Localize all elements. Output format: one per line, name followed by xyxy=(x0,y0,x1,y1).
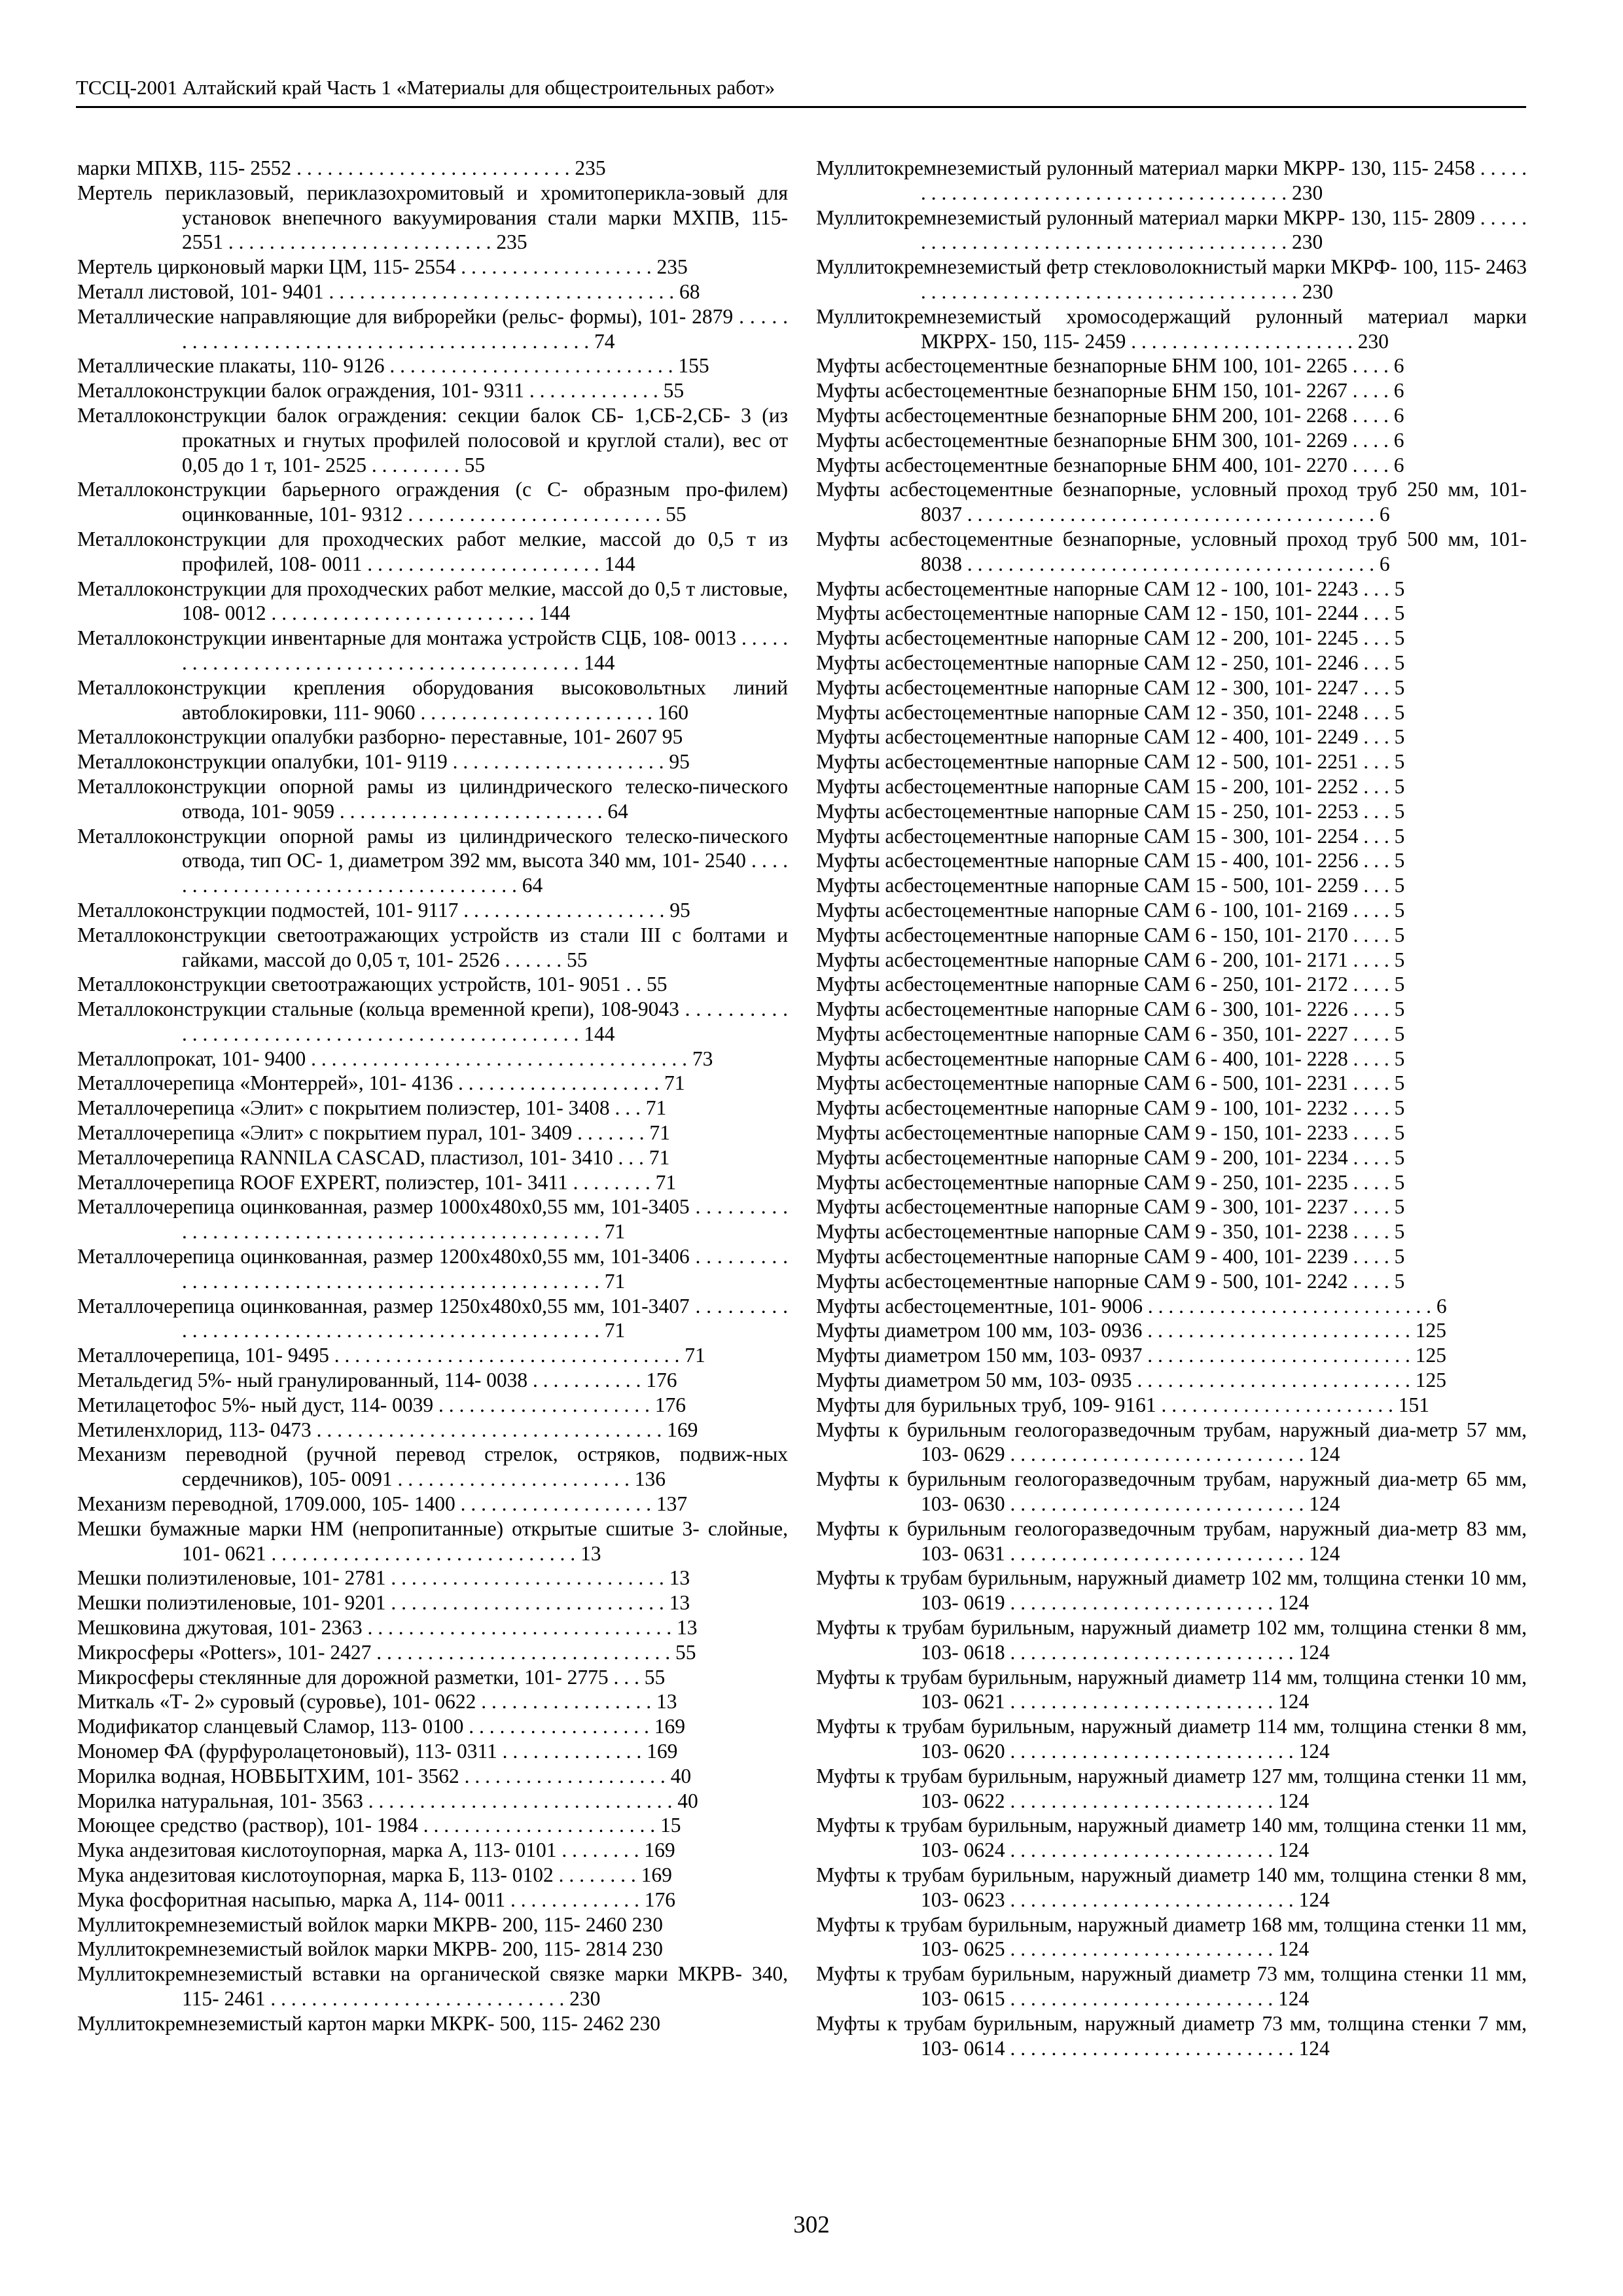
index-entry: Муфты асбестоцементные напорные САМ 6 - 100, 101- 2169 . . . . 5 xyxy=(816,898,1405,922)
index-entry: Муфты диаметром 50 мм, 103- 0935 . . . . . . . . . . . . . . . . . . . . . . . . . . . 125 xyxy=(816,1369,1447,1392)
index-entry: Муфты асбестоцементные напорные САМ 15 - 250, 101- 2253 . . . 5 xyxy=(816,799,1405,823)
index-entry: Муллитокремнеземистый вставки на органической связке марки МКРВ- 340, 115- 2461 . . . . . . . . . . . . . . . . . . . . . . . . . . . . . 230 xyxy=(77,1962,788,2010)
index-entry: Металлочерепица «Элит» с покрытием полиэстер, 101- 3408 . . . 71 xyxy=(77,1096,667,1120)
index-entry: Муфты асбестоцементные безнапорные, условный проход труб 250 мм, 101- 8037 . . . . . . . . . . . . . . . . . . . . . . . . . . . . . . . . . . . . . . . . 6 xyxy=(816,478,1527,526)
index-entry: Модификатор сланцевый Сламор, 113- 0100 . . . . . . . . . . . . . . . . . . 169 xyxy=(77,1715,686,1738)
index-entry: Муфты диаметром 100 мм, 103- 0936 . . . . . . . . . . . . . . . . . . . . . . . . . . 125 xyxy=(816,1319,1447,1342)
index-entry: Металлоконструкции опалубки, 101- 9119 . . . . . . . . . . . . . . . . . . . . . 95 xyxy=(77,750,690,774)
index-entry: Металлоконструкции для проходческих работ мелкие, массой до 0,5 т листовые, 108- 0012 . . . . . . . . . . . . . . . . . . . . . . . . . . 144 xyxy=(77,577,788,625)
index-entry: Муфты асбестоцементные безнапорные, условный проход труб 500 мм, 101- 8038 . . . . . . . . . . . . . . . . . . . . . . . . . . . . . . . . . . . . . . . . 6 xyxy=(816,527,1527,575)
index-entry: Металлочерепица оцинкованная, размер 1200х480х0,55 мм, 101-3406 . . . . . . . . . . . . . . . . . . . . . . . . . . . . . . . . . . . . . . . . . . . . . . . . . . 71 xyxy=(77,1245,788,1293)
index-entry: Металлоконструкции опорной рамы из цилиндрического телеско-пического отвода, тип ОС- 1, диаметром 392 мм, высота 340 мм, 101- 2540 . . . . . . . . . . . . . . . . . . . . . . . . . . . . . . . . . . . . . 64 xyxy=(77,824,788,897)
index-entry: Муфты асбестоцементные напорные САМ 12 - 350, 101- 2248 . . . 5 xyxy=(816,700,1405,724)
index-entry: Муфты асбестоцементные напорные САМ 6 - 150, 101- 2170 . . . . 5 xyxy=(816,923,1405,946)
index-entry: Металлические плакаты, 110- 9126 . . . . . . . . . . . . . . . . . . . . . . . . . . . . 155 xyxy=(77,354,709,378)
index-entry: Муфты асбестоцементные напорные САМ 15 - 400, 101- 2256 . . . 5 xyxy=(816,849,1405,872)
index-entry: Муфты асбестоцементные напорные САМ 9 - 100, 101- 2232 . . . . 5 xyxy=(816,1096,1405,1120)
index-entry: Металлочерепица RANNILA CASCAD, пластизол, 101- 3410 . . . 71 xyxy=(77,1145,670,1169)
index-entry: Муллитокремнеземистый хромосодержащий рулонный материал марки МКРРХ- 150, 115- 2459 . . . . . . . . . . . . . . . . . . . . . . 230 xyxy=(816,304,1527,353)
index-entry: Муфты асбестоцементные напорные САМ 9 - 250, 101- 2235 . . . . 5 xyxy=(816,1170,1405,1194)
index-entry: Муфты асбестоцементные напорные САМ 9 - 300, 101- 2237 . . . . 5 xyxy=(816,1195,1405,1219)
index-entry: Муфты асбестоцементные напорные САМ 15 - 200, 101- 2252 . . . 5 xyxy=(816,774,1405,798)
index-entry: Мука андезитовая кислотоупорная, марка Б, 113- 0102 . . . . . . . . 169 xyxy=(77,1863,672,1886)
index-entry: Муфты асбестоцементные напорные САМ 12 - 500, 101- 2251 . . . 5 xyxy=(816,750,1405,774)
index-entry: Метальдегид 5%- ный гранулированный, 114- 0038 . . . . . . . . . . . 176 xyxy=(77,1369,677,1392)
index-entry: Металлоконструкции стальные (кольца временной крепи), 108-9043 . . . . . . . . . . . . . . . . . . . . . . . . . . . . . . . . . . . . . . . . . . . . . . . . . 144 xyxy=(77,997,788,1045)
index-entry: Муфты к трубам бурильным, наружный диаметр 73 мм, толщина стенки 7 мм, 103- 0614 . . . . . . . . . . . . . . . . . . . . . . . . . . . . 124 xyxy=(816,2011,1527,2060)
index-entry: Металлоконструкции барьерного ограждения (с С- образным про-филем) оцинкованные, 101- 9312 . . . . . . . . . . . . . . . . . . . . . . . . . 55 xyxy=(77,478,788,526)
index-entry: Мертель периклазовый, периклазохромитовый и хромитоперикла-зовый для установок внепечного вакуумирования стали марки МХПВ, 115- 2551 . . . . . . . . . . . . . . . . . . . . . . . . . . 235 xyxy=(77,181,788,254)
index-entry: Металлоконструкции светоотражающих устройств, 101- 9051 . . 55 xyxy=(77,973,668,996)
index-entry: Муфты асбестоцементные безнапорные БНМ 100, 101- 2265 . . . . 6 xyxy=(816,354,1404,378)
index-entry: Муфты асбестоцементные напорные САМ 6 - 200, 101- 2171 . . . . 5 xyxy=(816,948,1405,971)
index-entry: Муфты асбестоцементные напорные САМ 12 - 250, 101- 2246 . . . 5 xyxy=(816,651,1405,674)
index-entry: Муфты асбестоцементные безнапорные БНМ 200, 101- 2268 . . . . 6 xyxy=(816,403,1404,427)
index-entry: Муфты к трубам бурильным, наружный диаметр 102 мм, толщина стенки 8 мм, 103- 0618 . . . . . . . . . . . . . . . . . . . . . . . . . . . . 124 xyxy=(816,1616,1527,1664)
index-entry: Муфты асбестоцементные напорные САМ 12 - 300, 101- 2247 . . . 5 xyxy=(816,675,1405,699)
index-entry: марки МПХВ, 115- 2552 . . . . . . . . . . . . . . . . . . . . . . . . . . . 235 xyxy=(77,156,606,179)
index-entry: Муфты к трубам бурильным, наружный диаметр 102 мм, толщина стенки 10 мм, 103- 0619 . . . . . . . . . . . . . . . . . . . . . . . . . . 124 xyxy=(816,1566,1527,1615)
index-column-right xyxy=(816,156,1527,2060)
index-entry: Муфты асбестоцементные напорные САМ 12 - 150, 101- 2244 . . . 5 xyxy=(816,601,1405,625)
index-entry: Металлопрокат, 101- 9400 . . . . . . . . . . . . . . . . . . . . . . . . . . . . . . . . . . . . . 73 xyxy=(77,1047,713,1070)
index-entry: Муллитокремнеземистый фетр стекловолокнистый марки МКРФ- 100, 115- 2463 . . . . . . . . . . . . . . . . . . . . . . . . . . . . . . . . . . . . . 230 xyxy=(816,255,1527,303)
index-entry: Муфты к трубам бурильным, наружный диаметр 73 мм, толщина стенки 11 мм, 103- 0615 . . . . . . . . . . . . . . . . . . . . . . . . . . 124 xyxy=(816,1962,1527,2010)
index-entry: Муфты к бурильным геологоразведочным трубам, наружный диа-метр 57 мм, 103- 0629 . . . . . . . . . . . . . . . . . . . . . . . . . . . . . 124 xyxy=(816,1418,1527,1466)
index-entry: Муллитокремнеземистый войлок марки МКРВ- 200, 115- 2460 230 xyxy=(77,1912,663,1936)
index-entry: Муфты асбестоцементные напорные САМ 9 - 150, 101- 2233 . . . . 5 xyxy=(816,1121,1405,1145)
index-entry: Муфты диаметром 150 мм, 103- 0937 . . . . . . . . . . . . . . . . . . . . . . . . . . 125 xyxy=(816,1344,1447,1367)
index-entry: Муфты асбестоцементные безнапорные БНМ 300, 101- 2269 . . . . 6 xyxy=(816,428,1404,452)
index-entry: Метилацетофос 5%- ный дуст, 114- 0039 . . . . . . . . . . . . . . . . . . . . . 176 xyxy=(77,1393,686,1416)
index-entry: Миткаль «Т- 2» суровый (суровье), 101- 0622 . . . . . . . . . . . . . . . . . 13 xyxy=(77,1690,677,1713)
index-entry: Механизм переводной, 1709.000, 105- 1400 . . . . . . . . . . . . . . . . . . . 137 xyxy=(77,1492,688,1516)
index-entry: Муфты к трубам бурильным, наружный диаметр 114 мм, толщина стенки 8 мм, 103- 0620 . . . . . . . . . . . . . . . . . . . . . . . . . . . . 124 xyxy=(816,1715,1527,1763)
index-entry: Мука фосфоритная насыпью, марка А, 114- 0011 . . . . . . . . . . . . . 176 xyxy=(77,1888,675,1911)
index-entry: Мешковина джутовая, 101- 2363 . . . . . . . . . . . . . . . . . . . . . . . . . . . . . . 13 xyxy=(77,1616,698,1640)
index-entry: Металлоконструкции светоотражающих устройств из стали III с болтами и гайками, массой до 0,05 т, 101- 2526 . . . . . . 55 xyxy=(77,923,788,971)
index-entry: Муллитокремнеземистый картон марки МКРК- 500, 115- 2462 230 xyxy=(77,2011,660,2035)
index-entry: Метиленхлорид, 113- 0473 . . . . . . . . . . . . . . . . . . . . . . . . . . . . . . . . . . 169 xyxy=(77,1418,698,1441)
index-entry: Металлочерепица ROOF EXPERT, полиэстер, 101- 3411 . . . . . . . . 71 xyxy=(77,1170,677,1194)
index-entry: Муфты асбестоцементные напорные САМ 12 - 200, 101- 2245 . . . 5 xyxy=(816,626,1405,650)
index-entry: Металлоконструкции крепления оборудования высоковольтных линий автоблокировки, 111- 9060 . . . . . . . . . . . . . . . . . . . . . . . 160 xyxy=(77,675,788,724)
index-entry: Муфты асбестоцементные напорные САМ 9 - 350, 101- 2238 . . . . 5 xyxy=(816,1220,1405,1244)
index-entry: Муфты асбестоцементные напорные САМ 6 - 250, 101- 2172 . . . . 5 xyxy=(816,973,1405,996)
index-entry: Металлочерепица «Элит» с покрытием пурал, 101- 3409 . . . . . . . 71 xyxy=(77,1121,670,1145)
index-entry: Муфты к трубам бурильным, наружный диаметр 140 мм, толщина стенки 8 мм, 103- 0623 . . . . . . . . . . . . . . . . . . . . . . . . . . . . 124 xyxy=(816,1863,1527,1911)
index-entry: Металл листовой, 101- 9401 . . . . . . . . . . . . . . . . . . . . . . . . . . . . . . . . . . 68 xyxy=(77,279,700,303)
index-entry: Муфты к трубам бурильным, наружный диаметр 168 мм, толщина стенки 11 мм, 103- 0625 . . . . . . . . . . . . . . . . . . . . . . . . . . 124 xyxy=(816,1912,1527,1961)
index-entry: Металлоконструкции опорной рамы из цилиндрического телеско-пического отвода, 101- 9059 . . . . . . . . . . . . . . . . . . . . . . . . . . 64 xyxy=(77,774,788,823)
index-entry: Металлочерепица, 101- 9495 . . . . . . . . . . . . . . . . . . . . . . . . . . . . . . . . . . 71 xyxy=(77,1344,705,1367)
index-entry: Муллитокремнеземистый рулонный материал марки МКРР- 130, 115- 2458 . . . . . . . . . . . . . . . . . . . . . . . . . . . . . . . . . . . . . . . . . 230 xyxy=(816,156,1527,204)
index-entry: Муфты асбестоцементные напорные САМ 9 - 400, 101- 2239 . . . . 5 xyxy=(816,1245,1405,1268)
index-entry: Муфты асбестоцементные напорные САМ 12 - 400, 101- 2249 . . . 5 xyxy=(816,725,1405,749)
index-entry: Муфты для бурильных труб, 109- 9161 . . . . . . . . . . . . . . . . . . . . . . . 151 xyxy=(816,1393,1430,1416)
index-entry: Металлоконструкции инвентарные для монтажа устройств СЦБ, 108- 0013 . . . . . . . . . . . . . . . . . . . . . . . . . . . . . . . . . . . . . . . . . . . . 144 xyxy=(77,626,788,674)
index-entry: Металлоконструкции подмостей, 101- 9117 . . . . . . . . . . . . . . . . . . . . 95 xyxy=(77,898,690,922)
index-entry: Мешки полиэтиленовые, 101- 2781 . . . . . . . . . . . . . . . . . . . . . . . . . . . 13 xyxy=(77,1566,690,1590)
index-entry: Муфты асбестоцементные напорные САМ 9 - 200, 101- 2234 . . . . 5 xyxy=(816,1145,1405,1169)
index-entry: Муфты асбестоцементные напорные САМ 9 - 500, 101- 2242 . . . . 5 xyxy=(816,1269,1405,1293)
index-entry: Муфты асбестоцементные безнапорные БНМ 400, 101- 2270 . . . . 6 xyxy=(816,453,1404,476)
index-entry: Микросферы стеклянные для дорожной разметки, 101- 2775 . . . 55 xyxy=(77,1665,666,1689)
index-entry: Муфты к трубам бурильным, наружный диаметр 140 мм, толщина стенки 11 мм, 103- 0624 . . . . . . . . . . . . . . . . . . . . . . . . . . 124 xyxy=(816,1814,1527,1862)
index-entry: Муллитокремнеземистый рулонный материал марки МКРР- 130, 115- 2809 . . . . . . . . . . . . . . . . . . . . . . . . . . . . . . . . . . . . . . . . . 230 xyxy=(816,206,1527,254)
index-entry: Металлочерепица оцинкованная, размер 1000х480х0,55 мм, 101-3405 . . . . . . . . . . . . . . . . . . . . . . . . . . . . . . . . . . . . . . . . . . . . . . . . . . 71 xyxy=(77,1195,788,1244)
index-entry: Муфты асбестоцементные напорные САМ 6 - 300, 101- 2226 . . . . 5 xyxy=(816,997,1405,1021)
page-number: 302 xyxy=(793,2212,830,2238)
index-entry: Микросферы «Potters», 101- 2427 . . . . . . . . . . . . . . . . . . . . . . . . . . . . . 55 xyxy=(77,1640,696,1664)
index-entry: Муфты к трубам бурильным, наружный диаметр 127 мм, толщина стенки 11 мм, 103- 0622 . . . . . . . . . . . . . . . . . . . . . . . . . . 124 xyxy=(816,1764,1527,1812)
index-entry: Металлические направляющие для виброрейки (рельс- формы), 101- 2879 . . . . . . . . . . . . . . . . . . . . . . . . . . . . . . . . . . . . . . . . . . . . . 74 xyxy=(77,304,788,353)
index-entry: Муфты к бурильным геологоразведочным трубам, наружный диа-метр 83 мм, 103- 0631 . . . . . . . . . . . . . . . . . . . . . . . . . . . . . 124 xyxy=(816,1516,1527,1565)
index-entry: Металлоконструкции для проходческих работ мелкие, массой до 0,5 т из профилей, 108- 0011 . . . . . . . . . . . . . . . . . . . . . . . 144 xyxy=(77,527,788,575)
index-entry: Муфты асбестоцементные безнапорные БНМ 150, 101- 2267 . . . . 6 xyxy=(816,379,1404,403)
index-entry: Муфты асбестоцементные напорные САМ 15 - 300, 101- 2254 . . . 5 xyxy=(816,824,1405,848)
page-header: ТССЦ-2001 Алтайский край Часть 1 «Материалы для общестроительных работ» xyxy=(76,73,1526,108)
index-entry: Муфты асбестоцементные напорные САМ 6 - 500, 101- 2231 . . . . 5 xyxy=(816,1071,1405,1095)
index-entry: Муллитокремнеземистый войлок марки МКРВ- 200, 115- 2814 230 xyxy=(77,1937,663,1961)
index-entry: Мономер ФА (фурфуролацетоновый), 113- 0311 . . . . . . . . . . . . . . 169 xyxy=(77,1740,678,1763)
index-entry: Механизм переводной (ручной перевод стрелок, остряков, подвиж-ных сердечников), 105- 0091 . . . . . . . . . . . . . . . . . . . . . . . 136 xyxy=(77,1443,788,1491)
index-entry: Моющее средство (раствор), 101- 1984 . . . . . . . . . . . . . . . . . . . . . . . 15 xyxy=(77,1814,681,1837)
index-entry: Металлоконструкции опалубки разборно- переставные, 101- 2607 95 xyxy=(77,725,683,749)
index-entry: Мешки полиэтиленовые, 101- 9201 . . . . . . . . . . . . . . . . . . . . . . . . . . . 13 xyxy=(77,1591,690,1615)
index-entry: Муфты асбестоцементные, 101- 9006 . . . . . . . . . . . . . . . . . . . . . . . . . . . . 6 xyxy=(816,1294,1447,1318)
index-entry: Морилка водная, НОВБЫТХИМ, 101- 3562 . . . . . . . . . . . . . . . . . . . . 40 xyxy=(77,1764,692,1787)
index-entry: Муфты к бурильным геологоразведочным трубам, наружный диа-метр 65 мм, 103- 0630 . . . . . . . . . . . . . . . . . . . . . . . . . . . . . 124 xyxy=(816,1467,1527,1516)
index-entry: Мертель цирконовый марки ЦМ, 115- 2554 . . . . . . . . . . . . . . . . . . . 235 xyxy=(77,255,688,279)
index-entry: Муфты к трубам бурильным, наружный диаметр 114 мм, толщина стенки 10 мм, 103- 0621 . . . . . . . . . . . . . . . . . . . . . . . . . . 124 xyxy=(816,1665,1527,1713)
index-entry: Муфты асбестоцементные напорные САМ 6 - 400, 101- 2228 . . . . 5 xyxy=(816,1047,1405,1070)
index-column-left xyxy=(77,156,788,2036)
index-entry: Металлоконструкции балок ограждения: секции балок СБ- 1,СБ-2,СБ- 3 (из прокатных и гнутых профилей полосовой и круглой стали), вес от 0,05 до 1 т, 101- 2525 . . . . . . . . . 55 xyxy=(77,403,788,476)
index-entry: Муфты асбестоцементные напорные САМ 12 - 100, 101- 2243 . . . 5 xyxy=(816,577,1405,600)
index-entry: Морилка натуральная, 101- 3563 . . . . . . . . . . . . . . . . . . . . . . . . . . . . . . 40 xyxy=(77,1789,698,1812)
index-entry: Металлоконструкции балок ограждения, 101- 9311 . . . . . . . . . . . . . 55 xyxy=(77,379,685,403)
index-entry: Металлочерепица оцинкованная, размер 1250х480х0,55 мм, 101-3407 . . . . . . . . . . . . . . . . . . . . . . . . . . . . . . . . . . . . . . . . . . . . . . . . . . 71 xyxy=(77,1294,788,1342)
index-entry: Муфты асбестоцементные напорные САМ 15 - 500, 101- 2259 . . . 5 xyxy=(816,874,1405,897)
index-entry: Муфты асбестоцементные напорные САМ 6 - 350, 101- 2227 . . . . 5 xyxy=(816,1022,1405,1045)
index-entry: Мука андезитовая кислотоупорная, марка А, 113- 0101 . . . . . . . . 169 xyxy=(77,1839,675,1862)
index-entry: Металлочерепица «Монтеррей», 101- 4136 . . . . . . . . . . . . . . . . . . . . 71 xyxy=(77,1071,685,1095)
index-entry: Мешки бумажные марки НМ (непропитанные) открытые сшитые 3- слойные, 101- 0621 . . . . . . . . . . . . . . . . . . . . . . . . . . . . . . 13 xyxy=(77,1516,788,1565)
